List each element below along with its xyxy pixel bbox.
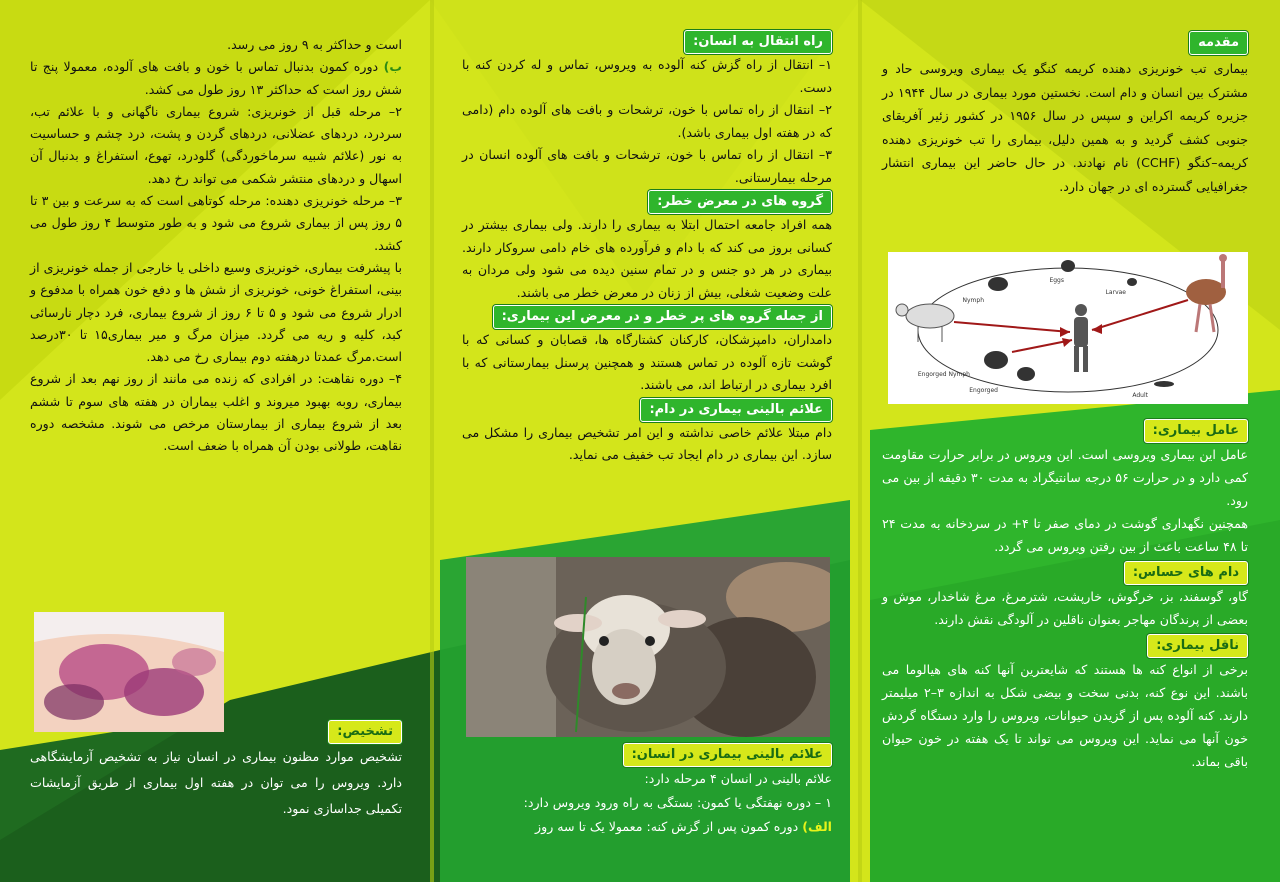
human-signs-heading: علائم بالینی بیماری در انسان: [623, 743, 832, 767]
agent-text-1: عامل این بیماری ویروسی است. این ویروس در برابر حرارت مقاومت کمی دارد و در حرارت ۵۶ درجه سانتیگراد به مدت ۳۰ دقیقه از بین می رود. [882, 447, 1249, 508]
risk-heading: گروه های در معرض خطر: [648, 190, 832, 214]
sheep-photo [466, 557, 830, 737]
stage-1a-label: الف) [802, 819, 832, 834]
stage-1a-text: دوره کمون پس از گزش کنه: معمولا یک تا سه روز [535, 819, 799, 834]
stage-4-text: ۴– دوره نقاهت: در افرادی که زنده می مانند از روز نهم بعد از شروع بیماری، روبه بهبود میروند و اغلب بیماران در هفته های سوم تا ششم بعد از شروع بیماری از بیمارستان مرخص می شوند. مشخصه دوره نقاهت، طولانی بودن آن همراه با ضعف است. [30, 371, 402, 454]
hosts-text: گاو، گوسفند، بز، خرگوش، خارپشت، شترمرغ، مرغ شاخدار، موش و بعضی از پرندگان مهاجر بعنوان ناقلین در آلودگی نقش دارند. [882, 589, 1248, 627]
stage-1-text: ۱ – دوره نهفتگی یا کمون: بستگی به راه ورود ویروس دارد: [523, 795, 832, 810]
bruise-photo [34, 612, 224, 732]
stage-1b-text: دوره کمون بدنبال تماس با خون و بافت های آلوده، معمولا پنج تا شش روز است که حداکثر ۱۳ روز طول می کشد. [30, 59, 402, 97]
ostrich-icon [1186, 254, 1227, 332]
middle-panel-lower [462, 742, 832, 839]
transmission-heading: راه انتقال به انسان: [684, 30, 832, 54]
cycle-label-nymph: Nymph [962, 297, 984, 304]
risk-groups-text: دامداران، دامپزشکان، کارکنان کشتارگاه ها، قصابان و کسانی که با گوشت تازه آلوده در تماس هستند و همچنین پرسنل بیمارستانی که با افرد بیماری در ارتباط اند، می باشند. [462, 332, 832, 392]
transmission-item-3: ۳– انتقال از راه تماس با خون، ترشحات و بافت های آلوده انسان در مرحله بیمارستانی. [462, 147, 832, 185]
animal-signs-heading: علائم بالینی بیماری در دام: [640, 398, 832, 422]
hosts-heading: دام های حساس: [1124, 561, 1248, 585]
transmission-item-2: ۲– انتقال از راه تماس با خون، ترشحات و بافت های آلوده دام (دامی که در هفته اول بیماری باشد). [462, 102, 832, 140]
diagnosis-text: تشخیص موارد مظنون بیماری در انسان نیاز به تشخیص آزمایشگاهی دارد. ویروس را می توان در هفته اول بیماری از طریق آزمایشات تکمیلی جداسازی نمود. [30, 749, 402, 816]
left-panel-lower [30, 718, 402, 822]
risk-text: همه افراد جامعه احتمال ابتلا به بیماری را دارند. ولی بیماری بیشتر در کسانی بروز می کند که با دام و فرآورده های خام دامی سروکار دارند. بیماری در هر دو جنس و در تمام سنین دیده می شود ولی مردان به علت وضعیت شغلی، بیش از زنان در معرض خطر می باشند. [462, 217, 832, 300]
left-panel [30, 34, 402, 458]
stage-1b-label: ب) [383, 59, 402, 75]
middle-panel [462, 30, 832, 467]
stage-2-text: ۲– مرحله قبل از خونریزی: شروع بیماری ناگهانی و با علائم تب، سردرد، دردهای عضلانی، دردهای گردن و پشت، درد چشم و حساسیت به نور (علائم شبیه سرماخوردگی) گلودرد، تهوع، استفراغ و بدنبال آن اسهال و دردهای منتشر شکمی می تواند رخ دهد. [30, 103, 402, 186]
risk-groups-heading: از جمله گروه های پر خطر و در معرض این بیماری: [493, 305, 832, 329]
stage-1a [462, 815, 832, 839]
stage-1a-continuation: است و حداکثر به ۹ روز می رسد. [227, 37, 402, 52]
diagnosis-heading: تشخیص: [328, 720, 402, 744]
cycle-label-eggs: Eggs [1049, 277, 1064, 284]
stage-3-text: ۳– مرحله خونریزی دهنده: مرحله کوتاهی است که به سرعت و بین ۳ تا ۵ روز پس از بیماری شروع می شود و به طور متوسط ۴ روز طول می کشد. [30, 193, 402, 253]
animal-signs-text: دام مبتلا علائم خاصی نداشته و این امر تشخیص بیماری را مشکل می سازد. این بیماری در دام ایجاد تب خفیف می نماید. [462, 424, 832, 462]
vector-heading: ناقل بیماری: [1147, 634, 1248, 658]
intro-text: بیماری تب خونریزی دهنده کریمه کنگو یک بیماری ویروسی حاد و مشترک بین انسان و دام است. نخستین مورد بیماری در سال ۱۹۴۴ در جزیره کریمه اکراین و سپس در سال ۱۹۵۶ در کشور زئیر آفریقای جنوبی کشف گردید و به همین دلیل، بیماری را تب خونریزی دهنده کریمه–کنگو (CCHF) نام نهادند. در حال حاضر این بیماری انتشار جغرافیایی گسترده ای در جهان دارد. [882, 61, 1249, 194]
cycle-label-larvae: Larvae [1105, 289, 1126, 296]
tick-life-cycle-diagram [888, 252, 1248, 404]
intro-heading: مقدمه [1189, 31, 1248, 55]
agent-text-2: همچنین نگهداری گوشت در دمای صفر تا ۴+ در سردخانه به مدت ۲۴ تا ۴۸ ساعت باعث از بین رفتن ویروس می گردد. [882, 516, 1248, 554]
transmission-item-1: ۱– انتقال از راه گزش کنه آلوده به ویروس، تماس و له کردن کنه با دست. [462, 57, 832, 95]
agent-heading: عامل بیماری: [1144, 419, 1248, 443]
right-panel [882, 30, 1248, 198]
stage-3-details: با پیشرفت بیماری، خونریزی وسیع داخلی یا خارجی از جمله خونریزی از بینی، استفراغ خونی، خونریزی از شش ها و دفع خون همراه با مدفوع و ادرار شروع می شود و ۵ تا ۶ روز از شروع بیماری، فرد دچار نارسائی کبد، کلیه و ریه می گردد. میزان مرگ و میر بیماری۱۵ تا ۳۰درصد است.مرگ عمدتا درهفته دوم بیماری رخ می دهد. [30, 259, 402, 365]
human-signs-text: علائم بالینی در انسان ۴ مرحله دارد: [644, 771, 832, 786]
stage-1b [30, 56, 402, 101]
right-panel-lower [882, 418, 1248, 773]
vector-text: برخی از انواع کنه ها هستند که شایعترین آنها کنه های هیالوما می باشند. این نوع کنه، بدنی سخت و بیضی شکل به اندازه ۳–۲ میلیمتر دارند. کنه آلوده پس از گزیدن حیوانات، ویروس را وارد دستگاه گردش خون آنها می نماید. این ویروس می تواند تا یک هفته در خون حیوان باقی بماند. [882, 662, 1248, 769]
cycle-label-engorged: Engorged [969, 387, 998, 394]
human-figure-icon [1074, 304, 1088, 372]
cycle-label-adult: Adult [1132, 392, 1148, 399]
cycle-label-engorged-nymph: Engorged Nymph [917, 371, 970, 378]
sheep-icon [896, 304, 954, 342]
